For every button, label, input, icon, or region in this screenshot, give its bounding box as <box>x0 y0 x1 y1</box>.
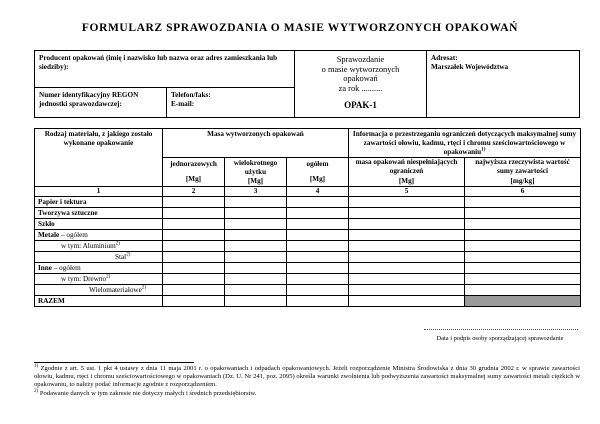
row-label-wood <box>35 274 163 285</box>
input-cell[interactable] <box>225 208 287 219</box>
input-cell[interactable] <box>225 263 287 274</box>
input-cell[interactable] <box>349 263 465 274</box>
footnote-ref-2: 2) <box>106 274 111 280</box>
col-number: 4 <box>287 187 349 197</box>
row-label-wood-text: w tym: Drewno <box>61 274 107 283</box>
input-cell[interactable] <box>225 219 287 230</box>
footnote-ref-1: 1) <box>481 147 486 153</box>
footnote-ref-2: 2) <box>126 252 131 258</box>
regon-label: Numer identyfikacyjny REGON jednostki sprawozdawczej: <box>39 91 139 108</box>
input-cell[interactable] <box>349 285 465 296</box>
input-cell[interactable] <box>225 197 287 208</box>
addressee-field <box>427 51 579 117</box>
input-cell[interactable] <box>349 252 465 263</box>
input-cell[interactable] <box>225 230 287 241</box>
table-row <box>35 208 581 219</box>
report-line-1: Sprawozdanie <box>336 55 385 64</box>
input-cell[interactable] <box>163 230 225 241</box>
unit-mg: [Mg] <box>247 176 264 185</box>
phone-label: Telefon/faks: <box>171 91 211 99</box>
table-row <box>35 263 581 274</box>
input-cell[interactable] <box>163 296 225 307</box>
row-label-steel-text: Stal <box>115 252 127 261</box>
row-label-plastic: Tworzywa sztuczne <box>35 208 163 219</box>
input-cell[interactable] <box>465 241 581 252</box>
input-cell[interactable] <box>287 208 349 219</box>
row-label-multimaterial-text: Wielomateriałowe <box>89 285 142 294</box>
row-label-total: RAZEM <box>35 296 163 307</box>
input-cell[interactable] <box>225 274 287 285</box>
footnote-ref-2: 2) <box>141 285 146 291</box>
col-number: 5 <box>349 187 465 197</box>
row-label-multimaterial <box>35 285 163 296</box>
table-row <box>35 252 581 263</box>
header-total <box>287 158 349 187</box>
input-cell[interactable] <box>287 296 349 307</box>
input-cell[interactable] <box>349 208 465 219</box>
input-cell[interactable] <box>465 285 581 296</box>
row-label-steel <box>35 252 163 263</box>
input-cell[interactable] <box>465 219 581 230</box>
input-cell[interactable] <box>287 219 349 230</box>
footnote-2-mark: 2) <box>34 388 39 394</box>
input-cell[interactable] <box>349 241 465 252</box>
packaging-table <box>34 128 581 307</box>
input-cell[interactable] <box>349 197 465 208</box>
unit-mg: [Mg] <box>309 175 326 183</box>
input-cell[interactable] <box>465 197 581 208</box>
report-code: OPAK-1 <box>344 100 377 111</box>
producer-field[interactable] <box>35 51 295 88</box>
table-row <box>35 197 581 208</box>
table-row <box>35 219 581 230</box>
addressee-value: Marszałek Województwa <box>431 62 509 71</box>
input-cell[interactable] <box>163 197 225 208</box>
input-cell[interactable] <box>349 274 465 285</box>
input-cell[interactable] <box>465 252 581 263</box>
input-cell[interactable] <box>287 263 349 274</box>
row-label-aluminium-text: w tym: Aluminium <box>61 241 116 250</box>
footnote-2-text: Podawanie danych w tym zakresie nie dotyczy małych i średnich przedsiębiorstw. <box>39 389 257 397</box>
header-total-label: ogółem <box>306 160 329 168</box>
input-cell[interactable] <box>287 252 349 263</box>
header-info-text: Informacja o przestrzeganiu ograniczeń dotyczących maksymalnej sumy zawartości ołowiu, kadmu, rtęci i chromu sześciowartościowego w opakowaniu <box>352 130 577 156</box>
total-row <box>35 296 581 307</box>
row-label-other-suffix: – ogółem <box>51 263 81 272</box>
header-material: Rodzaj materiału, z jakiego zostało wykonane opakowanie <box>35 129 163 187</box>
addressee-label: Adresat: <box>431 54 458 62</box>
header-info <box>349 129 581 158</box>
footnote-ref-2: 2) <box>115 241 120 247</box>
header-single-use-label: jednorazowych <box>170 160 217 168</box>
row-label-aluminium <box>35 241 163 252</box>
input-cell[interactable] <box>163 285 225 296</box>
input-cell[interactable] <box>349 296 465 307</box>
footnote-1-text: Zgodnie z art. 5 ust. 1 pkt 4 ustawy z dnia 11 maja 2001 r. o opakowaniach i odpadach opakowaniowych. Jeżeli rozporządzenie Ministra Środowiska z dnia 30 grudnia 2002 r. w sprawie zawartości ołowiu, kadmu, rtęci i chromu sześciowartościowego w opakowaniach (Dz. U. Nr 241, poz. 2095) określa warunki zwolnienia lub podwyższenia zawartości maksymalnej sumy zawartości metali ciężkich w opakowaniu, to należy podać informacje zgodnie z rozporządzeniem. <box>34 365 581 389</box>
report-info <box>295 51 427 117</box>
row-label-other <box>35 263 163 274</box>
row-label-metal-bold: Metale <box>38 230 60 239</box>
report-line-3: opakowań <box>343 74 378 84</box>
header-max-value-label: najwyższa rzeczywista wartość sumy zawartości <box>475 158 570 175</box>
row-label-metal-suffix: – ogółem <box>59 230 88 239</box>
footnote-1-mark: 1) <box>34 363 39 369</box>
header-multi-use <box>225 158 287 187</box>
input-cell[interactable] <box>163 263 225 274</box>
column-number-row <box>35 187 581 197</box>
input-cell[interactable] <box>287 285 349 296</box>
form-title: FORMULARZ SPRAWOZDANIA O MASIE WYTWORZONYCH OPAKOWAŃ <box>81 22 519 34</box>
report-line-2: o masie wytworzonych <box>321 64 400 74</box>
email-label: E-mail: <box>171 99 195 108</box>
table-row <box>35 230 581 241</box>
footnote-divider <box>34 362 194 363</box>
header-max-value <box>465 158 581 187</box>
input-cell[interactable] <box>465 230 581 241</box>
col-number: 2 <box>163 187 225 197</box>
disabled-cell <box>465 296 581 307</box>
col-number: 6 <box>465 187 581 197</box>
row-label-paper: Papier i tektura <box>35 197 163 208</box>
input-cell[interactable] <box>163 274 225 285</box>
header-mass: Masa wytworzonych opakowań <box>163 129 349 158</box>
signature-caption: Data i podpis osoby sporządzającej sprawozdanie <box>436 335 564 342</box>
input-cell[interactable] <box>349 219 465 230</box>
table-row <box>35 274 581 285</box>
input-cell[interactable] <box>465 274 581 285</box>
footnotes <box>34 365 580 398</box>
input-cell[interactable] <box>163 208 225 219</box>
input-cell[interactable] <box>225 252 287 263</box>
header-noncompliant-mass <box>349 158 465 187</box>
input-cell[interactable] <box>225 296 287 307</box>
input-cell[interactable] <box>287 274 349 285</box>
input-cell[interactable] <box>287 197 349 208</box>
unit-mg: [Mg] <box>185 175 202 183</box>
report-year[interactable]: za rok .......... <box>338 83 383 93</box>
row-label-other-bold: Inne <box>38 263 52 272</box>
input-cell[interactable] <box>225 285 287 296</box>
table-row <box>35 285 581 296</box>
header-multi-use-label: wielokrotnego użytku <box>233 158 278 176</box>
col-number: 1 <box>35 187 163 197</box>
header-single-use <box>163 158 225 187</box>
unit-mg: [Mg] <box>398 177 415 185</box>
input-cell[interactable] <box>465 208 581 219</box>
footnote-1 <box>34 365 580 390</box>
producer-label: Producent opakowań (imię i nazwisko lub nazwa oraz adres zamieszkania lub siedziby): <box>39 54 278 71</box>
input-cell[interactable] <box>163 252 225 263</box>
contact-field[interactable] <box>167 88 295 117</box>
input-cell[interactable] <box>163 241 225 252</box>
input-cell[interactable] <box>287 241 349 252</box>
row-label-metal <box>35 230 163 241</box>
input-cell[interactable] <box>287 230 349 241</box>
unit-mgkg: [mg/kg] <box>510 177 535 185</box>
footnote-2 <box>34 390 580 398</box>
table-row <box>35 241 581 252</box>
row-label-glass: Szkło <box>35 219 163 230</box>
signature-line[interactable] <box>424 329 578 330</box>
header-box <box>34 50 580 118</box>
header-noncompliant-mass-label: masa opakowań niespełniających ograniczeń <box>355 158 458 175</box>
input-cell[interactable] <box>225 241 287 252</box>
col-number: 3 <box>225 187 287 197</box>
regon-field[interactable] <box>35 88 167 117</box>
input-cell[interactable] <box>349 230 465 241</box>
input-cell[interactable] <box>465 263 581 274</box>
input-cell[interactable] <box>163 219 225 230</box>
